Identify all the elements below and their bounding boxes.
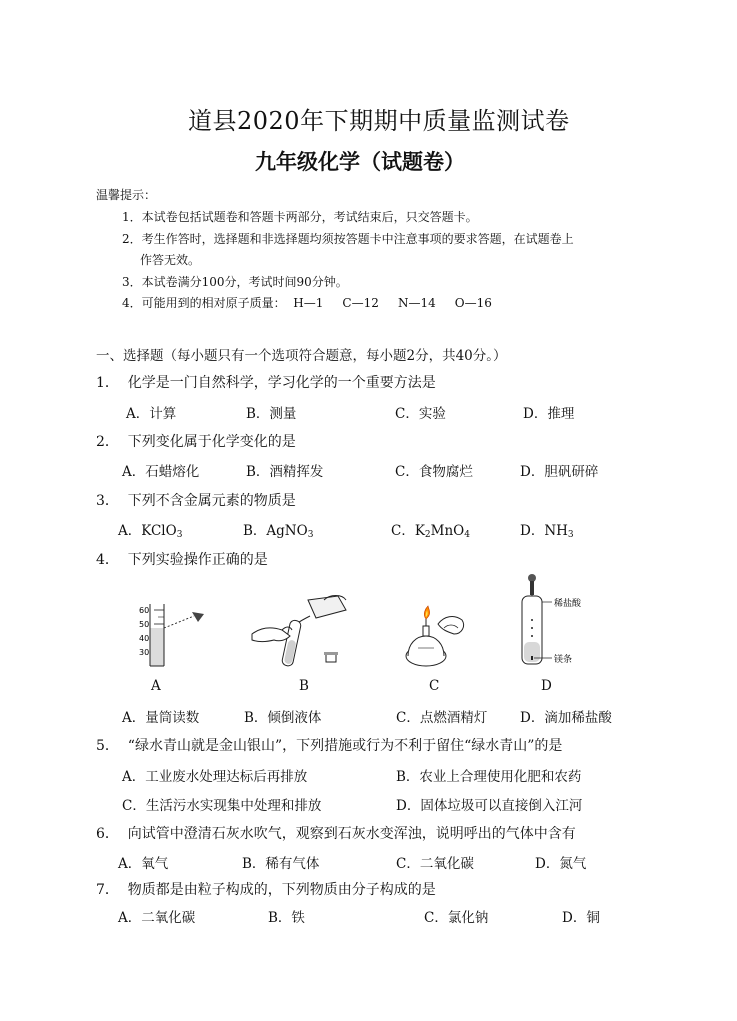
option-c: C．食物腐烂	[395, 464, 473, 480]
figure-label-a: A	[151, 678, 161, 694]
notice-heading: 温馨提示：	[96, 188, 157, 202]
option-d: D．胆矾研碎	[520, 464, 599, 480]
tick-label: 40	[139, 634, 150, 643]
option-d: D．固体垃圾可以直接倒入江河	[396, 798, 583, 814]
option-a: A．量筒读数	[122, 710, 200, 726]
notice-item: 4．可能用到的相对原子质量： H—1 C—12 N—14 O—16	[122, 296, 492, 310]
option-c: C．氯化钠	[424, 910, 489, 926]
notice-item: 2．考生作答时，选择题和非选择题均须按答题卡中注意事项的要求答题，在试题卷上	[122, 232, 574, 246]
question-stem: 4． 下列实验操作正确的是	[96, 552, 268, 568]
option-b: B．AgNO$_3$	[243, 523, 314, 540]
option-a: A．工业废水处理达标后再排放	[122, 769, 308, 785]
option-b: B．铁	[268, 910, 305, 926]
option-d: D．滴加稀盐酸	[520, 710, 612, 726]
notice-item: 3．本试卷满分100分，考试时间90分钟。	[122, 275, 348, 289]
figure-label-c: C	[429, 678, 440, 694]
option-a: A．氧气	[118, 856, 169, 872]
dropper-figure	[510, 572, 600, 668]
option-b: B．酒精挥发	[246, 464, 324, 480]
mg-label: 镁条	[554, 655, 573, 665]
question-stem: 3． 下列不含金属元素的物质是	[96, 493, 296, 509]
option-c: C．实验	[395, 406, 446, 422]
exam-title: 道县2020年下期期中质量监测试卷	[188, 107, 570, 135]
question-stem: 2． 下列变化属于化学变化的是	[96, 434, 296, 450]
option-a: A．石蜡熔化	[122, 464, 200, 480]
figure-label-d: D	[541, 678, 552, 694]
graduated-cylinder-figure	[132, 598, 212, 668]
option-c: C．点燃酒精灯	[396, 710, 488, 726]
tick-label: 50	[139, 620, 150, 629]
option-d: D．氮气	[535, 856, 587, 872]
option-b: B．测量	[246, 406, 297, 422]
eye-icon	[192, 612, 204, 622]
option-b: B．稀有气体	[242, 856, 320, 872]
option-b: B．农业上合理使用化肥和农药	[396, 769, 582, 785]
question-stem: 6． 向试管中澄清石灰水吹气，观察到石灰水变浑浊，说明呼出的气体中含有	[96, 826, 576, 842]
notice-item: 1．本试卷包括试题卷和答题卡两部分，考试结束后，只交答题卡。	[122, 210, 478, 224]
option-a: A．计算	[126, 406, 177, 422]
alcohol-lamp-figure	[396, 604, 476, 674]
tick-label: 30	[139, 648, 150, 657]
exam-subtitle: 九年级化学（试题卷）	[255, 150, 465, 174]
notice-item: 作答无效。	[140, 253, 201, 267]
option-d: D．$NH_3$	[520, 523, 574, 540]
option-a: A．二氧化碳	[118, 910, 196, 926]
question-stem: 5． “绿水青山就是金山银山”，下列措施或行为不利于留住“绿水青山”的是	[96, 738, 563, 754]
option-c: C．$K_2MnO_4$	[391, 523, 470, 540]
figure-label-b: B	[299, 678, 309, 694]
question-stem: 7． 物质都是由粒子构成的，下列物质由分子构成的是	[96, 882, 436, 898]
option-c: C．二氧化碳	[396, 856, 474, 872]
acid-label: 稀盐酸	[554, 599, 582, 609]
question-stem: 1． 化学是一门自然科学，学习化学的一个重要方法是	[96, 375, 436, 391]
option-c: C．生活污水实现集中处理和排放	[122, 798, 322, 814]
option-d: D．推理	[523, 406, 575, 422]
option-b: B．倾倒液体	[244, 710, 322, 726]
tick-label: 60	[139, 606, 150, 615]
option-a: A．KClO$_3$	[118, 523, 183, 540]
option-d: D．铜	[562, 910, 600, 926]
section-heading: 一、选择题（每小题只有一个选项符合题意，每小题2分，共40分。）	[96, 348, 507, 364]
pouring-liquid-figure	[246, 590, 356, 670]
